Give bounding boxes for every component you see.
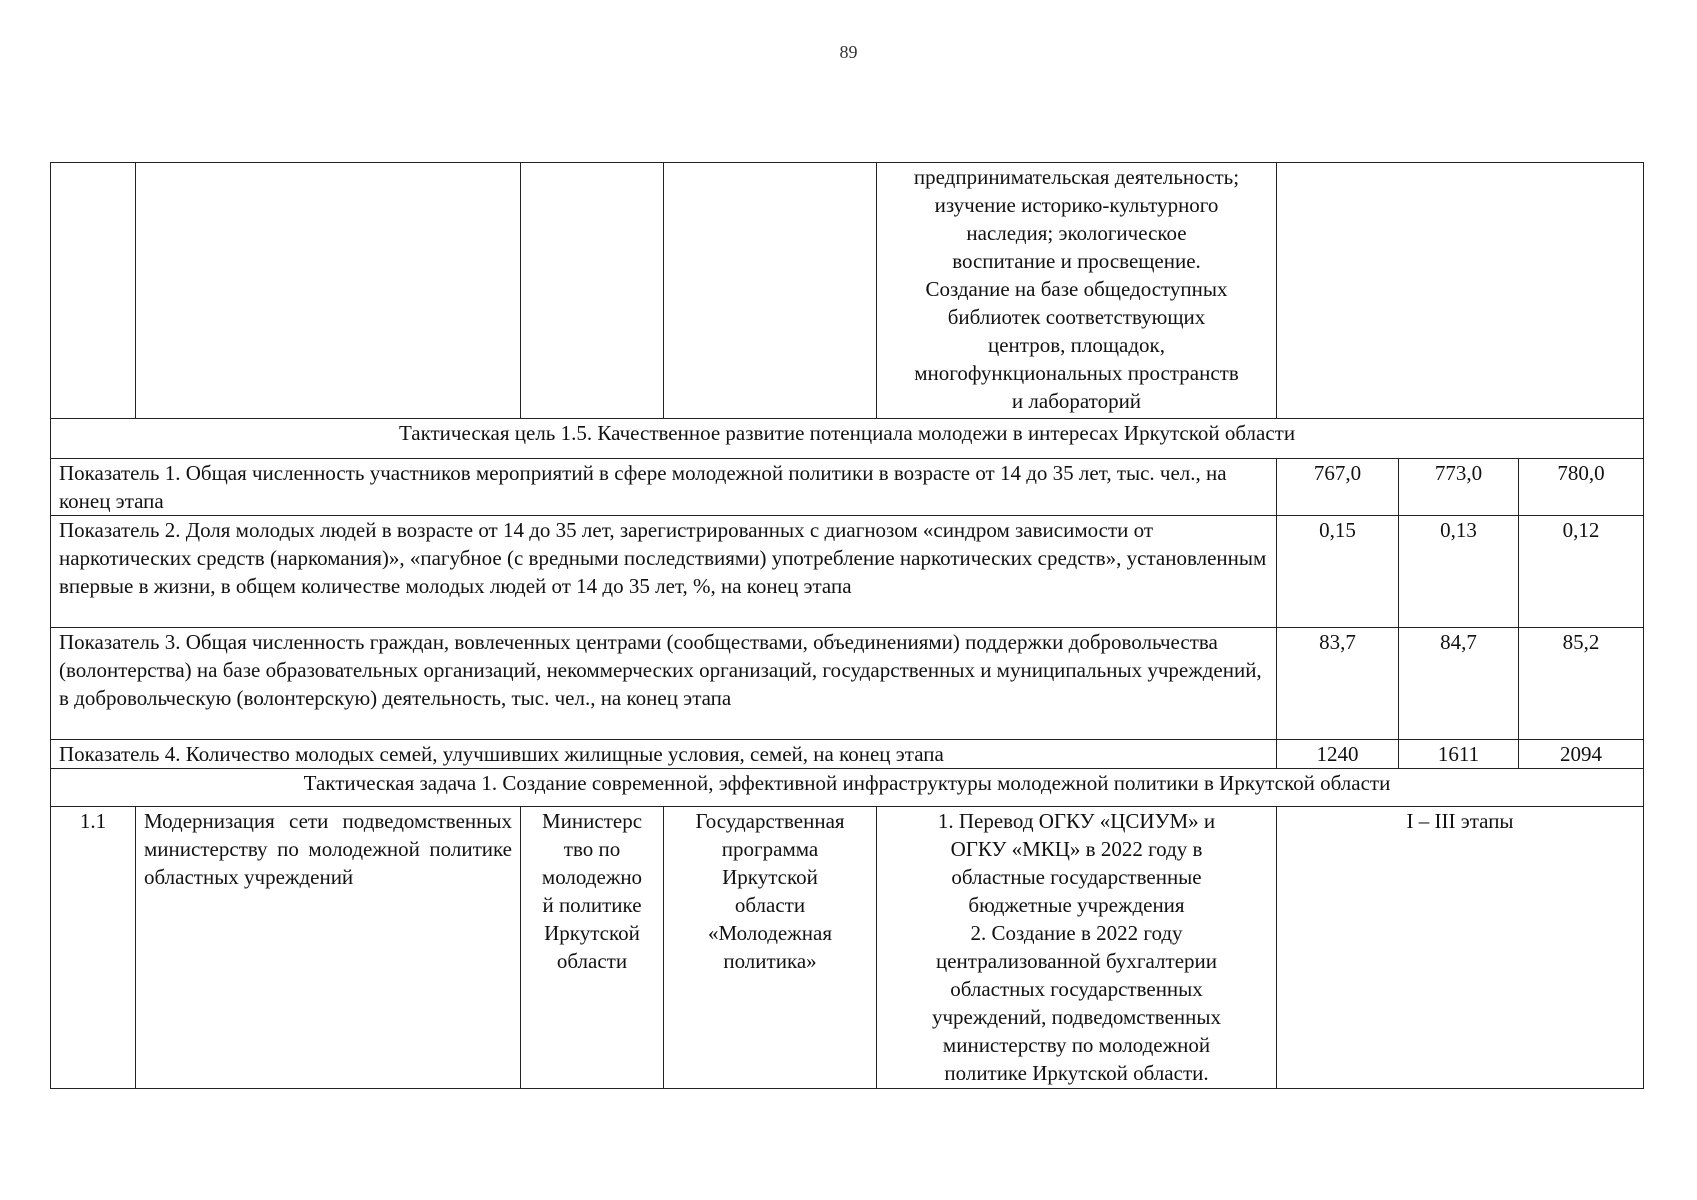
cell-empty-stages <box>1277 163 1644 419</box>
page-number: 89 <box>839 42 858 62</box>
program-line: Иркутской <box>722 865 818 889</box>
indicator-value-stage-2: 0,13 <box>1399 516 1519 628</box>
result-line: 2. Создание в 2022 году <box>970 921 1183 945</box>
result-line: учреждений, подведомственных <box>931 1005 1222 1029</box>
indicator-value-stage-2: 1611 <box>1399 740 1519 769</box>
cell-empty-name <box>136 163 521 419</box>
indicator-value-stage-3: 780,0 <box>1519 459 1644 516</box>
cell-empty-executor <box>521 163 664 419</box>
continued-row <box>51 163 1644 419</box>
indicator-value-stage-2: 84,7 <box>1399 628 1519 740</box>
indicator-text: Показатель 3. Общая численность граждан, вовлеченных центрами (сообществами, объединениями) поддержки добровольчества (волонтерства) на базе образовательных организаций, некоммерческих организаций, государственных и муниципальных учреждений, в добровольческую (волонтерскую) деятельность, тыс. чел., на конец этапа <box>51 628 1277 740</box>
result-line: воспитание и просвещение. <box>952 249 1201 273</box>
executor-line: Министерс <box>541 809 643 833</box>
executor-line: тво по <box>563 837 621 861</box>
result-line: библиотек соответствующих <box>947 305 1206 329</box>
program-line: программа <box>721 837 819 861</box>
program-line: политика» <box>723 949 817 973</box>
executor-line: области <box>556 949 628 973</box>
cell-empty-program <box>664 163 877 419</box>
executor-line: Иркутской <box>544 921 640 945</box>
indicator-value-stage-3: 0,12 <box>1519 516 1644 628</box>
result-line: наследия; экологическое <box>966 221 1187 245</box>
indicator-value-stage-2: 773,0 <box>1399 459 1519 516</box>
indicator-text: Показатель 2. Доля молодых людей в возрасте от 14 до 35 лет, зарегистрированных с диагнозом «синдром зависимости от наркотических средств (наркомания)», «пагубное (с вредными последствиями) употребление наркотических средств», установленным впервые в жизни, в общем количестве молодых людей от 14 до 35 лет, %, на конец этапа <box>51 516 1277 628</box>
result-line: предпринимательская деятельность; <box>913 165 1240 189</box>
indicator-row <box>51 459 1644 516</box>
result-line: областных государственных <box>950 977 1203 1001</box>
indicator-value-stage-3: 85,2 <box>1519 628 1644 740</box>
event-executor <box>521 807 664 1089</box>
event-row <box>51 807 1644 1089</box>
result-line: изучение историко-культурного <box>934 193 1219 217</box>
indicator-row <box>51 740 1644 769</box>
indicator-text: Показатель 1. Общая численность участников мероприятий в сфере молодежной политики в возрасте от 14 до 35 лет, тыс. чел., на конец этапа <box>51 459 1277 516</box>
result-line: министерству по молодежной <box>942 1033 1211 1057</box>
tactical-goal-row <box>51 419 1644 459</box>
tactical-goal-heading: Тактическая цель 1.5. Качественное развитие потенциала молодежи в интересах Иркутской области <box>51 419 1644 459</box>
indicator-value-stage-1: 0,15 <box>1277 516 1399 628</box>
result-line: централизованной бухгалтерии <box>935 949 1217 973</box>
result-line: Создание на базе общедоступных <box>925 277 1228 301</box>
indicator-value-stage-1: 767,0 <box>1277 459 1399 516</box>
indicator-value-stage-1: 83,7 <box>1277 628 1399 740</box>
executor-line: й политике <box>542 893 642 917</box>
result-line: бюджетные учреждения <box>968 893 1185 917</box>
result-line: областные государственные <box>951 865 1202 889</box>
result-line: ОГКУ «МКЦ» в 2022 году в <box>950 837 1203 861</box>
indicator-text: Показатель 4. Количество молодых семей, улучшивших жилищные условия, семей, на конец этапа <box>51 740 1277 769</box>
result-line: многофункциональных пространств <box>914 361 1239 385</box>
indicator-row <box>51 516 1644 628</box>
tactical-task-row <box>51 769 1644 807</box>
indicator-value-stage-3: 2094 <box>1519 740 1644 769</box>
executor-line: молодежно <box>541 865 643 889</box>
result-line: 1. Перевод ОГКУ «ЦСИУМ» и <box>937 809 1216 833</box>
event-results <box>877 807 1277 1089</box>
indicator-row <box>51 628 1644 740</box>
cell-event-results <box>877 163 1277 419</box>
result-line: и лабораторий <box>1011 389 1142 413</box>
program-line: Государственная <box>695 809 845 833</box>
program-line: «Молодежная <box>708 921 832 945</box>
result-line: центров, площадок, <box>988 333 1165 357</box>
cell-empty-number <box>51 163 136 419</box>
event-program <box>664 807 877 1089</box>
tactical-task-heading: Тактическая задача 1. Создание современной, эффективной инфраструктуры молодежной политики в Иркутской области <box>51 769 1644 807</box>
event-name: Модернизация сети подведомственных министерству по молодежной политике областных учреждений <box>136 807 521 1089</box>
result-line: политике Иркутской области. <box>944 1061 1209 1085</box>
indicator-value-stage-1: 1240 <box>1277 740 1399 769</box>
program-line: области <box>734 893 806 917</box>
event-number: 1.1 <box>51 807 136 1089</box>
strategy-table <box>50 162 1644 1089</box>
event-stages: I – III этапы <box>1277 807 1644 1089</box>
